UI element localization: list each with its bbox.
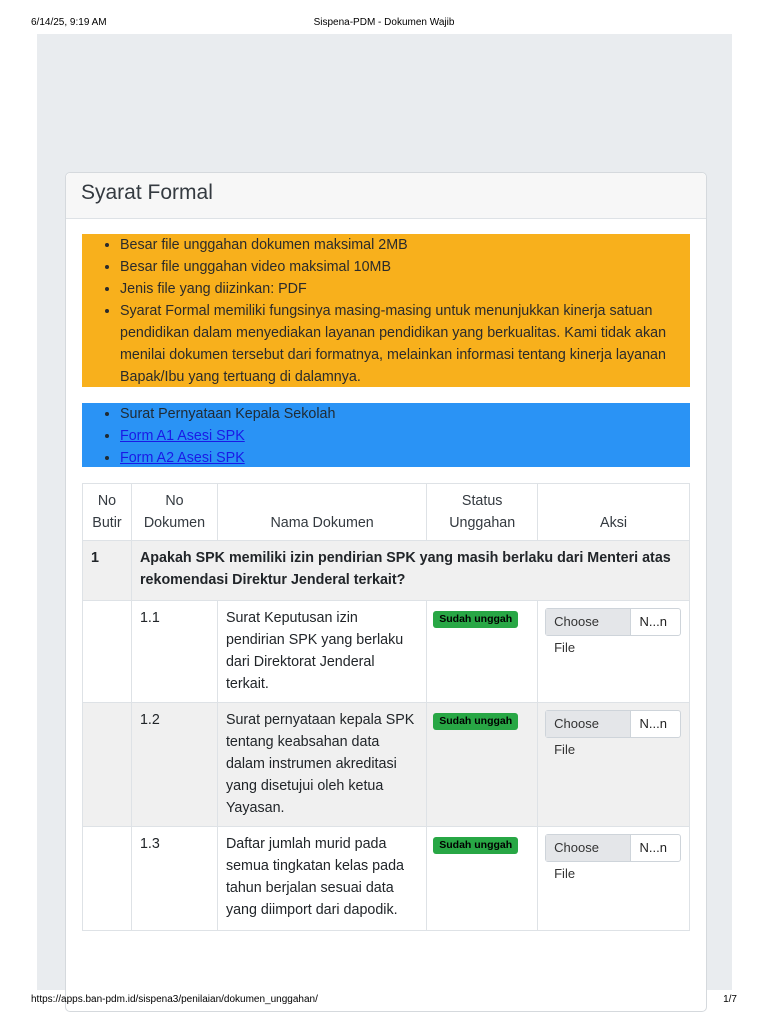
group-number: 1	[83, 541, 132, 601]
card-header	[66, 173, 706, 219]
empty-cell	[83, 703, 132, 827]
file-name-label: N...n	[639, 840, 667, 855]
status-badge: Sudah unggah	[433, 713, 518, 730]
group-row	[83, 541, 690, 601]
print-footer	[0, 994, 768, 1008]
status-badge: Sudah unggah	[433, 611, 518, 628]
file-input[interactable]	[545, 710, 681, 757]
status-cell	[427, 601, 538, 703]
action-cell	[538, 703, 690, 827]
action-cell	[538, 601, 690, 703]
header-status-unggahan: Status Unggahan	[427, 484, 538, 541]
upload-rule-item: • Besar file unggahan video maksimal 10MB	[120, 256, 690, 278]
empty-cell	[83, 601, 132, 703]
templates-list	[82, 403, 690, 469]
table-row	[83, 601, 690, 703]
file-name-label: N...n	[639, 614, 667, 629]
upload-rule-item: • Jenis file yang diizinkan: PDF	[120, 278, 690, 300]
form-a1-link[interactable]: Form A1 Asesi SPK	[120, 428, 245, 444]
table-header-row	[83, 484, 690, 541]
status-cell	[427, 827, 538, 931]
print-page-number: 1/7	[723, 994, 737, 1005]
template-item-form-a2	[120, 447, 690, 469]
document-name: Daftar jumlah murid pada semua tingkatan kelas pada tahun berjalan sesuai data yang diimport dari dapodik.	[217, 827, 426, 931]
document-name: Surat Keputusan izin pendirian SPK yang berlaku dari Direktorat Jenderal terkait.	[217, 601, 426, 703]
table-row	[83, 703, 690, 827]
print-datetime: 6/14/25, 9:19 AM	[31, 17, 107, 28]
empty-cell	[83, 827, 132, 931]
template-item-surat-pernyataan: • Surat Pernyataan Kepala Sekolah	[120, 403, 690, 425]
status-cell	[427, 703, 538, 827]
templates-alert	[82, 403, 690, 467]
upload-rule-item: • Syarat Formal memiliki fungsinya masing-masing untuk menunjukkan kinerja satuan pendidikan dalam menyediakan layanan pendidikan yang berkualitas. Kami tidak akan menilai dokumen tersebut dari formatnya, melainkan informasi tentang kinerja layanan Bapak/Ibu yang tertuang di dalamnya.	[120, 300, 690, 388]
header-aksi: Aksi	[538, 484, 690, 541]
upload-rules-alert	[82, 234, 690, 387]
action-cell	[538, 827, 690, 931]
group-question: Apakah SPK memiliki izin pendirian SPK yang masih berlaku dari Menteri atas rekomendasi Direktur Jenderal terkait?	[131, 541, 689, 601]
upload-rule-item: • Besar file unggahan dokumen maksimal 2MB	[120, 234, 690, 256]
syarat-formal-card	[65, 172, 707, 1012]
header-no-butir: No Butir	[83, 484, 132, 541]
choose-file-button[interactable]: Choose File	[546, 835, 631, 861]
card-title: Syarat Formal	[81, 181, 213, 204]
choose-file-button[interactable]: Choose File	[546, 711, 631, 737]
file-input[interactable]	[545, 608, 681, 655]
header-no-dokumen: No Dokumen	[131, 484, 217, 541]
template-item-form-a1	[120, 425, 690, 447]
documents-table	[82, 483, 690, 931]
print-header	[0, 17, 768, 31]
upload-rules-list	[82, 234, 690, 388]
print-title: Sispena-PDM - Dokumen Wajib	[313, 17, 455, 28]
header-nama-dokumen: Nama Dokumen	[217, 484, 426, 541]
document-name: Surat pernyataan kepala SPK tentang keabsahan data dalam instrumen akreditasi yang disetujui oleh ketua Yayasan.	[217, 703, 426, 827]
file-input[interactable]	[545, 834, 681, 881]
document-number: 1.1	[131, 601, 217, 703]
file-name-label: N...n	[639, 716, 667, 731]
page-background	[37, 34, 732, 990]
print-url: https://apps.ban-pdm.id/sispena3/penilaian/dokumen_unggahan/	[31, 994, 318, 1005]
status-badge: Sudah unggah	[433, 837, 518, 854]
choose-file-button[interactable]: Choose File	[546, 609, 631, 635]
document-number: 1.2	[131, 703, 217, 827]
document-number: 1.3	[131, 827, 217, 931]
form-a2-link[interactable]: Form A2 Asesi SPK	[120, 450, 245, 466]
table-row	[83, 827, 690, 931]
